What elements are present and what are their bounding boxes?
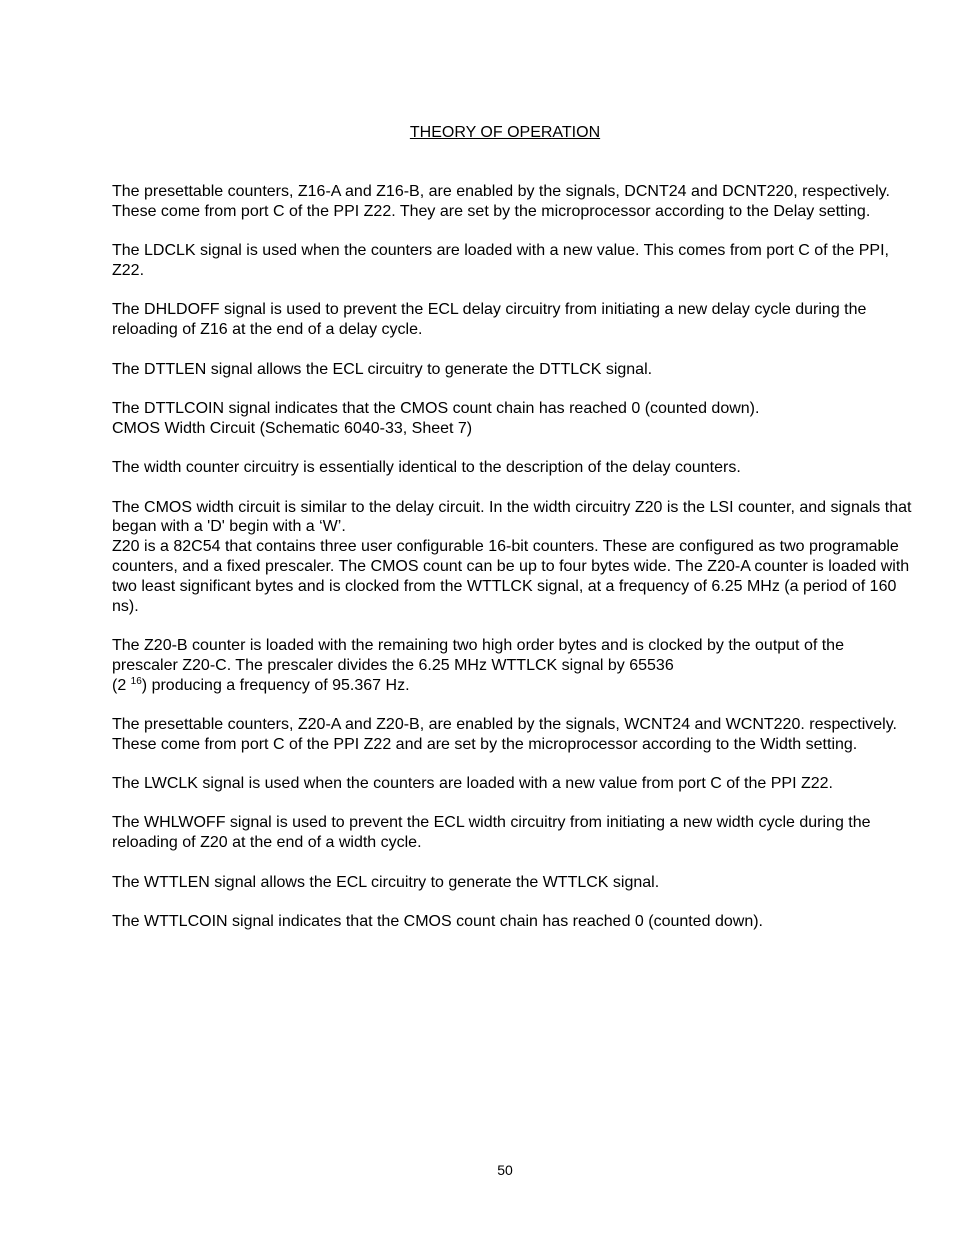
exponent-superscript: 16 <box>130 675 142 687</box>
paragraph-wttlcoin-signal: The WTTLCOIN signal indicates that the CMOS count chain has reached 0 (counted down). <box>112 913 763 931</box>
paragraph-dttlcoin-signal: The DTTLCOIN signal indicates that the CMOS count chain has reached 0 (counted down). <box>112 399 760 417</box>
paragraph-z20-b-counter: The Z20-B counter is loaded with the remaining two high order bytes and is clocked by the output of the prescaler Z20-C. The prescaler divides the 6.25 MHz WTTLCK signal by 65536 <box>112 636 844 674</box>
body-text <box>112 182 912 951</box>
paragraph-width-counter-circuitry: The width counter circuitry is essentially identical to the description of the delay counters. <box>112 459 741 477</box>
paragraph-presettable-counters-z20: The presettable counters, Z20-A and Z20-B, are enabled by the signals, WCNT24 and WCNT220. respectively. These come from port C of the PPI Z22 and are set by the microprocessor according to the Width setting. <box>112 715 897 753</box>
paragraph-z20-82c54: Z20 is a 82C54 that contains three user configurable 16-bit counters. These are configured as two programable counters, and a fixed prescaler. The CMOS count can be up to four bytes wide. The Z20-A counter is loaded with two least significant bytes and is clocked from the WTTLCK signal, at a frequency of 6.25 MHz (a period of 160 ns). <box>112 538 910 615</box>
page-title: THEORY OF OPERATION <box>409 124 601 141</box>
page-number: 50 <box>497 1162 513 1178</box>
paragraph-whlwoff-signal: The WHLWOFF signal is used to prevent the ECL width circuitry from initiating a new width cycle during the reloading of Z20 at the end of a width cycle. <box>112 814 871 852</box>
paragraph-prescaler-frequency <box>112 676 912 696</box>
paragraph-dhldoff-signal: The DHLDOFF signal is used to prevent the ECL delay circuitry from initiating a new delay cycle during the reloading of Z16 at the end of a delay cycle. <box>112 301 867 339</box>
paragraph-wttlen-signal: The WTTLEN signal allows the ECL circuitry to generate the WTTLCK signal. <box>112 873 660 891</box>
paragraph-cmos-width-circuit: The CMOS width circuit is similar to the delay circuit. In the width circuitry Z20 is the LSI counter, and signals that began with a 'D' begin with a ‘W’. <box>112 498 912 536</box>
power-base-text: (2 <box>112 676 131 694</box>
section-heading-cmos-width-circuit: CMOS Width Circuit (Schematic 6040-33, Sheet 7) <box>112 419 473 437</box>
paragraph-ldclk-signal: The LDCLK signal is used when the counters are loaded with a new value. This comes from port C of the PPI, Z22. <box>112 242 889 279</box>
paragraph-lwclk-signal: The LWCLK signal is used when the counters are loaded with a new value from port C of the PPI Z22. <box>112 775 833 793</box>
paragraph-dttlen-signal: The DTTLEN signal allows the ECL circuitry to generate the DTTLCK signal. <box>112 360 653 378</box>
paragraph-presettable-counters-z16: The presettable counters, Z16-A and Z16-B, are enabled by the signals, DCNT24 and DCNT220, respectively. These come from port C of the PPI Z22. They are set by the microprocessor according to the Delay setting. <box>112 183 890 220</box>
frequency-text: ) producing a frequency of 95.367 Hz. <box>141 676 410 694</box>
